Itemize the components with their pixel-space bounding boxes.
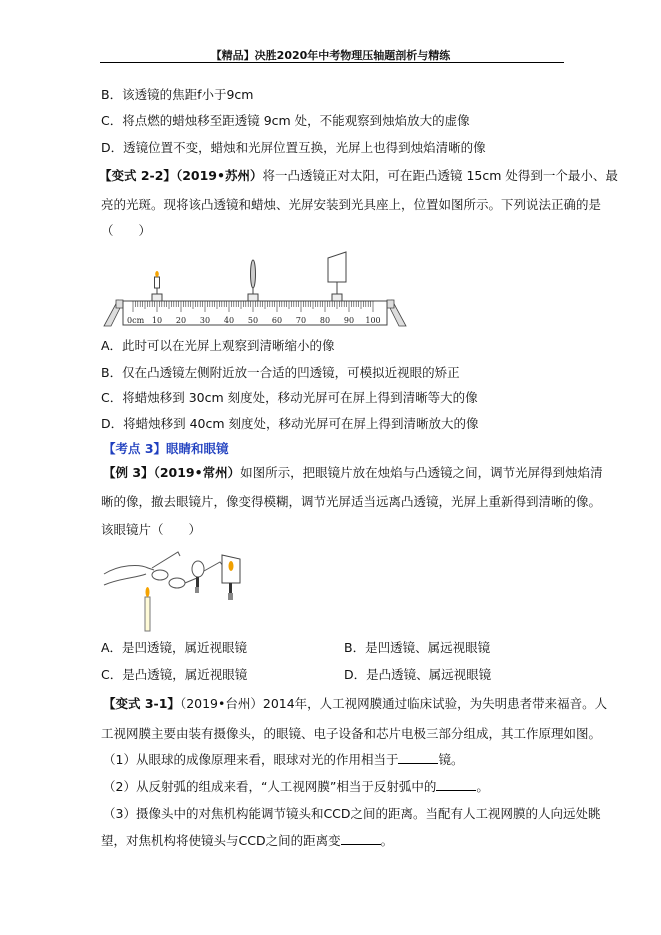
answer-blank[interactable] [436, 779, 476, 791]
question-text: 亮的光斑。现将该凸透镜和蜡烛、光屏安装到光具座上，位置如图所示。下列说法正确的是 [101, 197, 602, 212]
ruler-label: 80 [319, 316, 331, 325]
sub-question-3: （3）摄像头中的对焦机构能调节镜头和CCD之间的距离。当配有人工视网膜的人向远处眺 [103, 806, 601, 821]
option-b: B．仅在凸透镜左侧附近放一合适的凹透镜，可模拟近视眼的矫正 [101, 365, 460, 380]
answer-blank: （ ） [101, 223, 152, 238]
option-a: A．是凹透镜，属近视眼镜 [101, 640, 248, 655]
option-a: A．此时可以在光屏上观察到清晰缩小的像 [101, 338, 335, 353]
answer-blank[interactable] [341, 833, 381, 845]
example-3 [103, 465, 603, 481]
section-heading: 【考点 3】眼睛和眼镜 [103, 441, 229, 456]
ruler-label: 10 [151, 316, 163, 325]
question-text: 该眼镜片（ ） [101, 522, 202, 537]
option-d: D．将蜡烛移到 40cm 刻度处，移动光屏可在屏上得到清晰放大的像 [101, 416, 479, 431]
ruler-label: 100 [365, 316, 381, 325]
ruler-label: 60 [271, 316, 283, 325]
ruler-label: 30 [199, 316, 211, 325]
ruler-label: 90 [343, 316, 355, 325]
option-d: D．是凸透镜、属远视眼镜 [344, 667, 492, 682]
ruler-label: 40 [223, 316, 235, 325]
ruler-label: 70 [295, 316, 307, 325]
sub-question-text: （2）从反射弧的组成来看，“人工视网膜”相当于反射弧中的 [103, 779, 437, 794]
option-b: B．是凹透镜、属远视眼镜 [344, 640, 491, 655]
option-c: C．将蜡烛移到 30cm 刻度处，移动光屏可在屏上得到清晰等大的像 [101, 390, 478, 405]
sub-question-1 [103, 752, 463, 768]
sub-question-3-cont [101, 833, 393, 849]
question-text: （2019•台州）2014年，人工视网膜通过临床试验，为失明患者带来福音。人 [179, 696, 608, 711]
option-c: C．将点燃的蜡烛移至距透镜 9cm 处，不能观察到烛焰放大的虚像 [101, 113, 470, 128]
option-c: C．是凸透镜，属近视眼镜 [101, 667, 248, 682]
question-text: 如图所示，把眼镜片放在烛焰与凸透镜之间，调节光屏得到烛焰清 [240, 465, 603, 480]
page-header: 【精品】决胜2020年中考物理压轴题剖析与精练 [210, 49, 451, 62]
optical-bench-figure [100, 246, 410, 328]
question-tag: 【变式 3-1】 [103, 696, 180, 711]
question-2-2 [99, 168, 618, 184]
sub-question-text: 。 [380, 833, 394, 848]
ruler-label: 50 [247, 316, 259, 325]
question-source: （2019•常州） [153, 465, 241, 480]
sub-question-text: （1）从眼球的成像原理来看，眼球对光的作用相当于 [103, 752, 399, 767]
option-b: B．该透镜的焦距f小于9cm [101, 87, 254, 102]
sub-question-text: 望，对焦机构将使镜头与CCD之间的距离变 [101, 833, 341, 848]
question-tag: 【变式 2-2】 [99, 168, 176, 183]
question-tag: 【例 3】 [103, 465, 154, 480]
ruler-label: 20 [175, 316, 187, 325]
question-source: （2019•苏州） [175, 168, 263, 183]
eyeglasses-experiment-figure [100, 550, 250, 632]
header-rule [100, 62, 564, 63]
sub-question-text: 。 [476, 779, 489, 794]
sub-question-text: 镜。 [438, 752, 464, 767]
option-d: D．透镜位置不变，蜡烛和光屏位置互换，光屏上也得到烛焰清晰的像 [101, 140, 486, 155]
question-text: 工视网膜主要由装有摄像头，的眼镜、电子设备和芯片电极三部分组成，其工作原理如图。 [101, 726, 602, 741]
sub-question-2 [103, 779, 489, 795]
question-text: 将一凸透镜正对太阳，可在距凸透镜 15cm 处得到一个最小、最 [262, 168, 618, 183]
question-text: 晰的像，撤去眼镜片，像变得模糊，调节光屏适当远离凸透镜，光屏上重新得到清晰的像。 [101, 494, 602, 509]
answer-blank[interactable] [398, 752, 438, 764]
ruler-label: 0cm [127, 316, 145, 325]
question-3-1 [103, 696, 607, 712]
